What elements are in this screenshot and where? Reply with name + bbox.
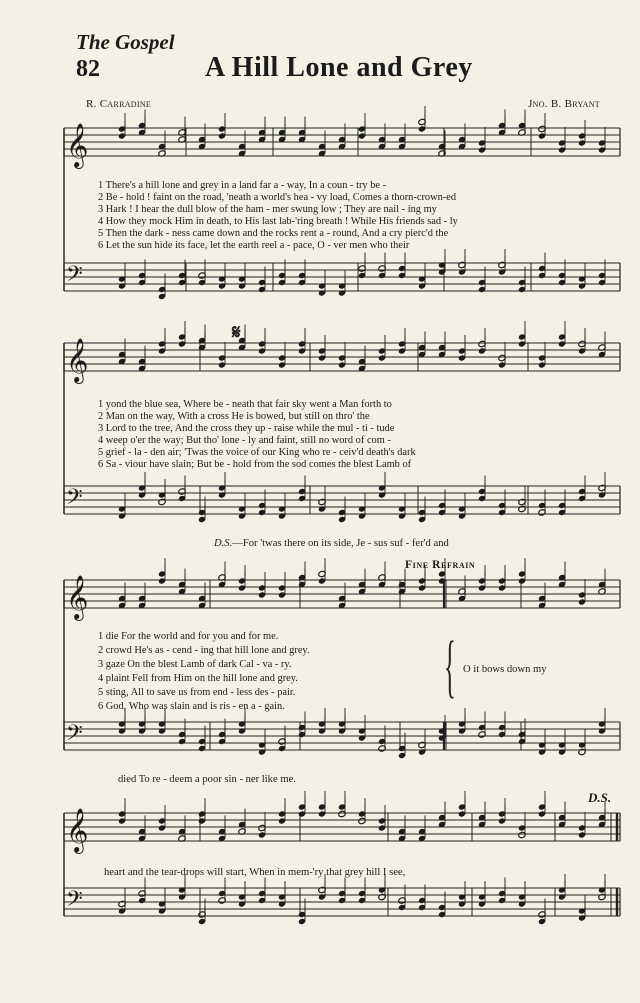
- ds-mark: D.S.: [588, 790, 612, 805]
- treble-clef: 𝄞: [66, 575, 89, 619]
- system4-lyric: heart and the tear-drops will start, When in mem-'ry that grey hill I see,: [104, 867, 406, 878]
- lyric-line-1-4: 4 How they mock Him in death, to His last lab-'ring breath ! While His friends sad - ly: [98, 216, 458, 227]
- lyric-line-2-2: 2 Man on the way, With a cross He is bowed, but still on thro' the: [98, 411, 370, 422]
- lyric-line-3-5: 5 sting, All to save us from end - less des - pair.: [98, 687, 296, 698]
- lyric-line-3-1: 1 die For the world and for you and for me.: [98, 631, 279, 642]
- refrain-lower-lyric: died To re - deem a poor sin - ner like me.: [118, 774, 296, 785]
- bass-clef: 𝄢: [66, 262, 83, 292]
- treble-clef: 𝄞: [66, 123, 89, 167]
- lyric-line-3-4: 4 plaint Fell from Him on the hill lone and grey.: [98, 673, 298, 684]
- lyric-line-1-2: 2 Be - hold ! faint on the road, 'neath a world's hea - vy load, Comes a thorn-crown-ed: [98, 192, 457, 203]
- lyric-line-3-6: 6 God, Who was slain and is ris - en a - gain.: [98, 701, 285, 712]
- verse-brace: {: [444, 628, 456, 705]
- lyricist-credit: R. Carradine: [86, 98, 152, 110]
- lyric-line-3-3: 3 gaze On the blest Lamb of dark Cal - va - ry.: [98, 659, 292, 670]
- ds-lyric-text: —For 'twas there on its side, Je - sus suf - fer'd and: [232, 538, 449, 549]
- fine-refrain-label: Fine Refrain: [405, 559, 476, 571]
- lyric-line-2-3: 3 Lord to the tree, And the cross they up - raise while the mul - ti - tude: [98, 423, 395, 434]
- section-label: The Gospel: [76, 30, 175, 54]
- treble-clef: 𝄞: [66, 808, 89, 852]
- lyric-line-1-1: 1 There's a hill lone and grey in a land far a - way, In a coun - try be -: [98, 180, 387, 191]
- hymn-title: A Hill Lone and Grey: [205, 52, 473, 83]
- lyric-line-2-6: 6 Sa - viour have slain; But be - hold from the sod comes the blest Lamb of: [98, 459, 412, 470]
- lyric-line-3-2: 2 crowd He's as - cend - ing that hill lone and grey.: [98, 645, 310, 656]
- segno-mark: 𝄋: [232, 322, 241, 344]
- lyric-line-2-4: 4 weep o'er the way; But tho' lone - ly and faint, still no word of com -: [98, 435, 391, 446]
- ds-label: D.S.: [214, 538, 233, 549]
- lyric-line-2-1: 1 yond the blue sea, Where be - neath that fair sky went a Man forth to: [98, 399, 392, 410]
- treble-clef: 𝄞: [66, 338, 89, 382]
- lyric-line-1-5: 5 Then the dark - ness came down and the rocks rent a - round, And a cry pierc'd the: [98, 228, 449, 239]
- bass-clef: 𝄢: [66, 721, 83, 751]
- composer-credit: Jno. B. Bryant: [528, 98, 600, 110]
- ds-lyric: [214, 538, 449, 549]
- lyric-line-1-3: 3 Hark ! I hear the dull blow of the ham - mer swung low ; They are nail - ing my: [98, 204, 437, 215]
- lyric-line-2-5: 5 grief - la - den air; 'Twas the voice of our King who re - ceiv'd death's dark: [98, 447, 416, 458]
- refrain-upper-lyric: O it bows down my: [463, 664, 547, 675]
- bass-clef: 𝄢: [66, 887, 83, 917]
- hymn-number: 82: [76, 56, 100, 82]
- bass-clef: 𝄢: [66, 485, 83, 515]
- lyric-line-1-6: 6 Let the sun hide its face, let the earth reel a - pace, O - ver men who their: [98, 240, 410, 251]
